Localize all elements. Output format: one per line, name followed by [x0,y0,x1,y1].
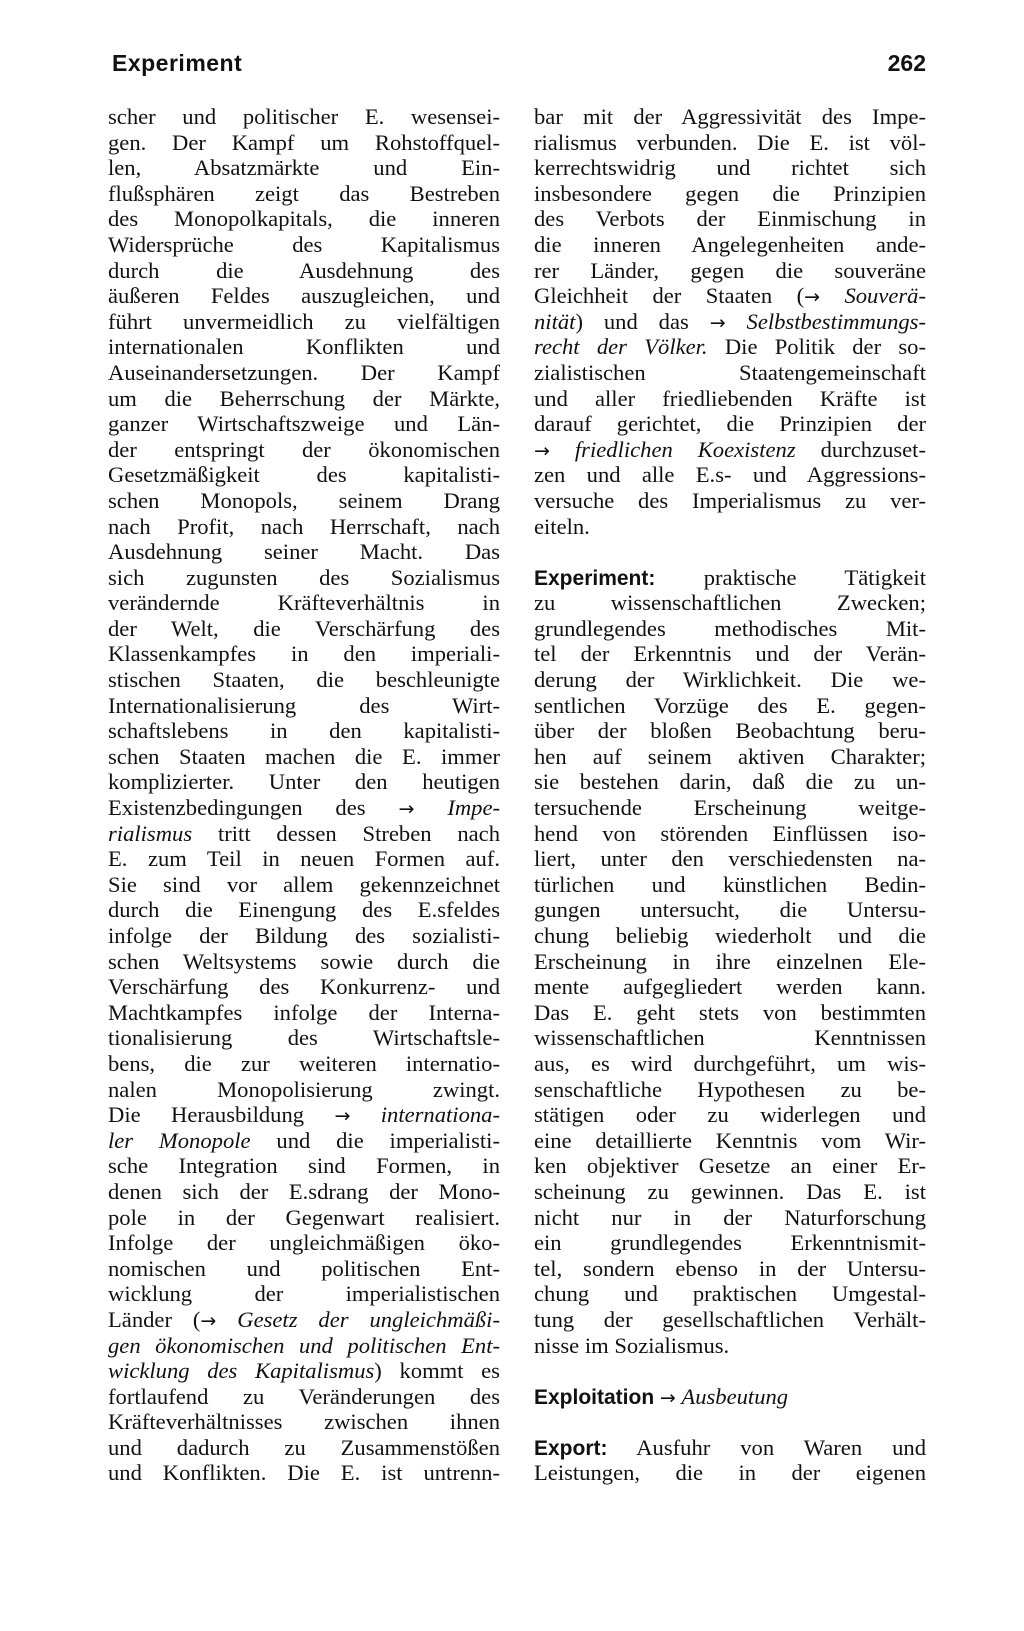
text-line: grundlegendes methodisches Mit- [534,615,926,641]
text-line: Verschärfung des Konkurrenz- und [108,974,500,1000]
text-line: bens, die zur weiteren internatio- [108,1050,500,1076]
text-line: Sie sind vor allem gekennzeichnet [108,871,500,897]
text-line: sich zugunsten des Sozialismus [108,564,500,590]
running-head-title: Experiment [112,50,243,76]
text-line: sche Integration sind Formen, in [108,1153,500,1179]
cross-reference-arrow: → [200,1309,217,1332]
text-line: hend von störenden Einflüssen iso- [534,820,926,846]
text-line: pole in der Gegenwart realisiert. [108,1204,500,1230]
text-line: über der bloßen Beobachtung beru- [534,718,926,744]
text-line: zen und alle E.s- und Aggressions- [534,462,926,488]
text-line [108,1333,500,1359]
cross-reference-link[interactable]: Ausbeutung [681,1383,789,1409]
text-line: Ausdehnung seiner Macht. Das [108,539,500,565]
text-line: infolge der Bildung des sozialisti- [108,923,500,948]
cross-reference-link[interactable]: gen ökonomischen und politischen Ent- [108,1332,500,1358]
entry-spacer [534,1409,926,1435]
text-line: nität) und das → Selbstbestimmungs- [534,308,926,334]
cross-reference-link[interactable]: Souverä- [844,283,926,309]
text-line: und aller friedliebenden Kräfte ist [534,385,926,411]
text-line: rer Länder, gegen die souveräne [534,257,926,283]
entry-headword: Export: [534,1436,608,1460]
text-line: nomischen und politischen Ent- [108,1255,500,1281]
text-line: hen auf seinem aktiven Charakter; [534,743,926,769]
text-line: ken objektiver Gesetze an einer Er- [534,1153,926,1179]
text-line: äußeren Feldes auszugleichen, und [108,283,500,309]
text-line: Widersprüche des Kapitalismus [108,231,500,257]
cross-reference-link[interactable]: wicklung des Kapitalismus [108,1358,375,1384]
text-line: tel der Erkenntnis und der Verän- [534,641,926,667]
text-line: tel, sondern ebenso in der Untersu- [534,1255,926,1281]
text-line: stätigen oder zu widerlegen und [534,1102,926,1128]
text-line: durch die Ausdehnung des [108,257,500,283]
text-line: schaftslebens in den kapitalisti- [108,718,500,744]
text-line: insbesondere gegen die Prinzipien [534,180,926,206]
text-line: Machtkampfes infolge der Interna- [108,999,500,1025]
text-line: denen sich der E.sdrang der Mono- [108,1178,500,1204]
entry-headword: Exploitation [534,1385,655,1409]
text-line: zu wissenschaftlichen Zwecken; [534,590,926,616]
text-line: Erscheinung in ihre einzelnen Ele- [534,948,926,974]
text-line: und Konflikten. Die E. ist untrenn- [108,1460,500,1486]
text-line: verändernde Kräfteverhältnis in [108,590,500,616]
text-line: gen. Der Kampf um Rohstoffquel- [108,129,500,155]
text-line: um die Beherrschung der Märkte, [108,385,500,411]
text-line: darauf gerichtet, die Prinzipien der [534,411,926,437]
text-line: len, Absatzmärkte und Ein- [108,155,500,181]
cross-reference-arrow: → [804,286,821,309]
text-line: nicht nur in der Naturforschung [534,1204,926,1230]
text-line: → friedlichen Koexistenz durchzuset- [534,436,926,462]
text-line: Das E. geht stets von bestimmten [534,999,926,1025]
text-line: tung der gesellschaftlichen Verhält- [534,1306,926,1332]
text-line: führt unvermeidlich zu vielfältigen [108,308,500,334]
text-line: komplizierter. Unter den heutigen [108,769,500,795]
text-line: des Monopolkapitals, die inneren [108,206,500,232]
cross-reference-arrow: → [398,798,415,821]
text-line: senschaftliche Hypothesen zu be- [534,1076,926,1102]
text-line: und dadurch zu Zusammenstößen [108,1434,500,1460]
text-line: fortlaufend zu Veränderungen des [108,1383,500,1409]
text-line: Klassenkampfes in den imperiali- [108,641,500,667]
text-line: sentlichen Vorzüge des E. gegen- [534,692,926,718]
text-line: wicklung des Kapitalismus) kommt es [108,1358,500,1384]
cross-reference-link[interactable]: Impe- [447,795,501,821]
text-line: E. zum Teil in neuen Formen auf. [108,846,500,872]
entry-headword: Experiment: [534,566,656,590]
text-line: mente aufgegliedert werden kann. [534,974,926,1000]
text-line: gungen untersucht, die Untersu- [534,897,926,923]
cross-reference-link[interactable]: nität [534,308,576,334]
text-line: Experiment: praktische Tätigkeit [534,564,926,590]
text-line: Leistungen, die in der eigenen [534,1460,926,1486]
text-line: Gesetzmäßigkeit des kapitalisti- [108,462,500,488]
cross-reference-link[interactable]: internationa- [380,1102,500,1128]
page-header [112,50,926,84]
text-line: nalen Monopolisierung zwingt. [108,1076,500,1102]
cross-reference-link[interactable]: rialismus [108,820,193,846]
text-line: rialismus verbunden. Die E. ist völ- [534,129,926,155]
text-line: türlichen und künstlichen Bedin- [534,871,926,897]
cross-reference-link[interactable]: ler Monopole [108,1127,251,1153]
text-line [534,1384,926,1410]
text-line: rialismus tritt dessen Streben nach [108,820,501,846]
text-line: chung beliebig wiederholt und die [534,923,926,948]
text-line: Existenzbedingungen des → Impe- [108,795,501,821]
text-line: nach Profit, nach Herrschaft, nach [108,513,500,539]
text-line: Die Herausbildung → internationa- [108,1102,500,1128]
text-line: kerrechtswidrig und richtet sich [534,155,926,181]
text-line: schen Weltsystems sowie durch die [108,948,500,974]
text-line: Kräfteverhältnisses zwischen ihnen [108,1409,500,1435]
text-line: tersuchende Erscheinung weitge- [534,795,926,821]
text-line: des Verbots der Einmischung in [534,206,926,232]
text-line: Gleichheit der Staaten (→ Souverä- [534,283,926,309]
text-line: der Welt, die Verschärfung des [108,615,500,641]
cross-reference-link[interactable]: Selbstbestimmungs- [746,308,926,334]
left-column [108,104,500,1486]
text-line: eine detaillierte Kenntnis vom Wir- [534,1127,926,1153]
text-line: scheinung zu gewinnen. Das E. ist [534,1178,926,1204]
text-line: tionalisierung des Wirtschaftsle- [108,1025,500,1051]
text-line: durch die Einengung des E.sfeldes [108,897,500,923]
text-line: ein grundlegendes Erkenntnismit- [534,1230,926,1256]
entry-spacer [534,1358,926,1384]
text-line: stischen Staaten, die beschleunigte [108,667,500,693]
cross-reference-arrow: → [709,311,726,334]
text-line: die inneren Angelegenheiten ande- [534,231,926,257]
cross-reference-link[interactable]: friedlichen Koexistenz [574,436,796,462]
page-number: 262 [887,50,926,76]
text-line: versuche des Imperialismus zu ver- [534,487,926,513]
text-line: chung und praktischen Umgestal- [534,1281,926,1307]
cross-reference-link[interactable]: Gesetz der ungleichmäßi- [237,1306,500,1332]
right-column [534,104,926,1486]
text-line: der entspringt der ökonomischen [108,436,500,462]
cross-reference-link[interactable]: recht der Völker. [534,334,708,360]
text-line: Auseinandersetzungen. Der Kampf [108,359,500,385]
text-line: wissenschaftlichen Kenntnissen [534,1025,926,1051]
text-line: wicklung der imperialistischen [108,1281,500,1307]
cross-reference-arrow: → [534,439,550,462]
text-line: schen Monopols, seinem Drang [108,487,500,513]
text-line: nisse im Sozialismus. [534,1332,730,1358]
text-line: aus, es wird durchgeführt, um wis- [534,1050,926,1076]
text-line: internationalen Konflikten und [108,334,500,360]
entry-spacer [534,539,926,565]
cross-reference-arrow: → [334,1105,351,1128]
text-line: eiteln. [534,513,590,539]
text-line: bar mit der Aggressivität des Impe- [534,104,926,129]
text-line: ganzer Wirtschaftszweige und Län- [108,411,500,437]
text-line: derung der Wirklichkeit. Die we- [534,667,926,693]
text-line: schen Staaten machen die E. immer [108,743,500,769]
text-line: Infolge der ungleichmäßigen öko- [108,1230,500,1256]
text-line: scher und politischer E. wesensei- [108,104,500,129]
text-line: Länder (→ Gesetz der ungleichmäßi- [108,1306,500,1332]
text-line: recht der Völker. Die Politik der so- [534,334,926,360]
text-line: ler Monopole und die imperialisti- [108,1127,500,1153]
cross-reference-arrow: → [659,1386,676,1409]
text-line: flußsphären zeigt das Bestreben [108,180,500,206]
text-line: sie bestehen darin, daß die zu un- [534,769,926,795]
text-line: Internationalisierung des Wirt- [108,692,500,718]
text-line: liert, unter den verschiedensten na- [534,846,926,872]
text-line: zialistischen Staatengemeinschaft [534,359,926,385]
text-line: Export: Ausfuhr von Waren und [534,1434,926,1460]
